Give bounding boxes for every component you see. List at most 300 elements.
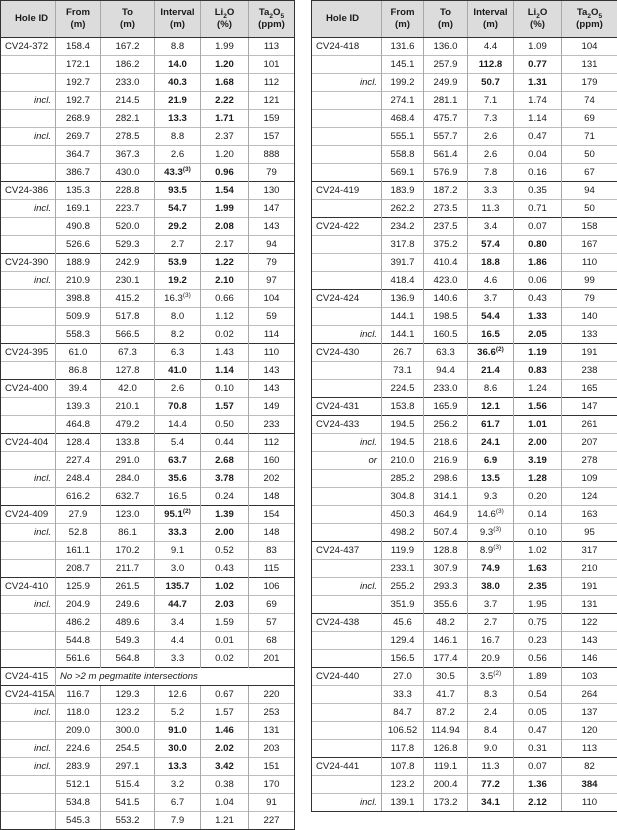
cell-li2o: 1.19 — [514, 344, 562, 362]
cell-to: 187.2 — [424, 182, 468, 200]
interval-value: 14.0 — [168, 59, 187, 70]
qualifier: incl. — [5, 200, 51, 217]
cell-ta2o5: 69 — [249, 596, 295, 614]
hole-id: CV24-390 — [5, 257, 48, 268]
cell-li2o: 1.24 — [514, 380, 562, 398]
cell-from: 27.9 — [56, 506, 101, 524]
table-row — [312, 614, 617, 632]
cell-interval — [155, 110, 201, 128]
cell-to: 160.5 — [424, 326, 468, 344]
table-row — [1, 488, 295, 506]
interval-value: 3.0 — [171, 563, 184, 574]
interval-value: 3.7 — [484, 293, 497, 304]
cell-ta2o5: 165 — [562, 380, 617, 398]
cell-li2o: 0.14 — [514, 506, 562, 524]
cell-hole-id — [312, 290, 382, 308]
li2o-text-b: O — [227, 7, 234, 18]
table-row — [1, 650, 295, 668]
cell-interval — [468, 488, 514, 506]
cell-li2o: 1.86 — [514, 254, 562, 272]
cell-li2o: 0.01 — [201, 632, 249, 650]
cell-interval — [155, 398, 201, 416]
cell-hole-id — [312, 470, 382, 488]
cell-interval — [468, 200, 514, 218]
cell-ta2o5: 69 — [562, 110, 617, 128]
interval-value: 9.0 — [484, 743, 497, 754]
cell-hole-id — [1, 758, 56, 776]
header-to-unit: (m) — [120, 19, 135, 30]
table-row — [1, 452, 295, 470]
cell-ta2o5: 59 — [249, 308, 295, 326]
footnote-ref: (3) — [183, 292, 191, 299]
cell-interval — [468, 254, 514, 272]
cell-to: 140.6 — [424, 290, 468, 308]
interval-value: 29.2 — [168, 221, 187, 232]
cell-from: 194.5 — [382, 416, 424, 434]
cell-hole-id — [1, 164, 56, 182]
cell-hole-id — [312, 650, 382, 668]
interval-value: 8.8 — [171, 131, 184, 142]
cell-li2o: 0.47 — [514, 128, 562, 146]
hole-id: CV24-438 — [316, 617, 359, 628]
qualifier: incl. — [5, 128, 51, 145]
table-row — [312, 290, 617, 308]
interval-value: 30.0 — [168, 743, 187, 754]
hole-id: CV24-372 — [5, 41, 48, 52]
table-row — [1, 578, 295, 596]
interval-value: 13.3 — [168, 113, 187, 124]
hole-id: CV24-410 — [5, 581, 48, 592]
cell-from: 285.2 — [382, 470, 424, 488]
interval-value: 7.3 — [484, 113, 497, 124]
cell-ta2o5: 82 — [562, 758, 617, 776]
cell-to: 423.0 — [424, 272, 468, 290]
cell-interval — [155, 686, 201, 704]
cell-to: 123.2 — [101, 704, 155, 722]
cell-ta2o5: 104 — [562, 38, 617, 56]
cell-li2o: 0.35 — [514, 182, 562, 200]
cell-hole-id — [1, 668, 56, 686]
cell-interval — [155, 326, 201, 344]
hole-id: CV24-386 — [5, 185, 48, 196]
table-row — [312, 272, 617, 290]
table-row — [1, 596, 295, 614]
cell-to: 249.6 — [101, 596, 155, 614]
cell-interval — [155, 146, 201, 164]
interval-value: 4.4 — [171, 635, 184, 646]
cell-interval — [468, 434, 514, 452]
cell-hole-id — [312, 488, 382, 506]
cell-li2o: 1.01 — [514, 416, 562, 434]
table-row — [1, 308, 295, 326]
cell-from: 233.1 — [382, 560, 424, 578]
hole-id: CV24-437 — [316, 545, 359, 556]
cell-interval — [468, 758, 514, 776]
table-row — [312, 776, 617, 794]
cell-li2o: 0.31 — [514, 740, 562, 758]
cell-from: 204.9 — [56, 596, 101, 614]
cell-ta2o5: 57 — [249, 614, 295, 632]
header-interval-unit: (m) — [483, 19, 498, 30]
cell-from: 188.9 — [56, 254, 101, 272]
cell-to: 520.0 — [101, 218, 155, 236]
table-row — [312, 344, 617, 362]
interval-value: 12.6 — [168, 689, 187, 700]
interval-value: 8.3 — [484, 689, 497, 700]
cell-ta2o5: 317 — [562, 542, 617, 560]
footnote-ref: (3) — [493, 544, 501, 551]
cell-hole-id — [1, 452, 56, 470]
cell-to: 284.0 — [101, 470, 155, 488]
cell-ta2o5: 170 — [249, 776, 295, 794]
cell-li2o: 1.89 — [514, 668, 562, 686]
cell-to: 210.1 — [101, 398, 155, 416]
table-row — [1, 686, 295, 704]
cell-ta2o5: 146 — [562, 650, 617, 668]
header-from-unit: (m) — [395, 19, 410, 30]
header-to-label: To — [122, 7, 133, 18]
cell-hole-id — [1, 686, 56, 704]
cell-hole-id — [1, 326, 56, 344]
table-row — [1, 56, 295, 74]
cell-interval — [155, 794, 201, 812]
ta2o5-text-a: Ta — [259, 7, 269, 18]
cell-from: 199.2 — [382, 74, 424, 92]
cell-to: 464.9 — [424, 506, 468, 524]
interval-value: 6.7 — [171, 797, 184, 808]
cell-ta2o5: 207 — [562, 434, 617, 452]
cell-interval — [468, 218, 514, 236]
cell-to: 63.3 — [424, 344, 468, 362]
cell-to: 230.1 — [101, 272, 155, 290]
cell-from: 123.2 — [382, 776, 424, 794]
cell-from: 183.9 — [382, 182, 424, 200]
cell-interval — [468, 542, 514, 560]
cell-interval — [468, 560, 514, 578]
hole-id: CV24-419 — [316, 185, 359, 196]
cell-li2o: 0.02 — [201, 650, 249, 668]
cell-li2o: 1.43 — [201, 344, 249, 362]
cell-ta2o5: 94 — [249, 236, 295, 254]
ta2o5-text-a: Ta — [577, 7, 587, 18]
interval-value: 8.9 — [480, 545, 493, 556]
cell-ta2o5: 74 — [562, 92, 617, 110]
footnote-ref: (2) — [183, 508, 191, 515]
cell-li2o: 0.07 — [514, 758, 562, 776]
qualifier: or — [316, 452, 377, 469]
cell-interval — [468, 110, 514, 128]
table-row — [312, 794, 617, 812]
interval-value: 11.3 — [482, 203, 500, 214]
cell-from: 224.6 — [56, 740, 101, 758]
cell-hole-id — [1, 74, 56, 92]
cell-to: 632.7 — [101, 488, 155, 506]
interval-value: 20.9 — [481, 653, 500, 664]
interval-value: 21.9 — [168, 95, 187, 106]
cell-ta2o5: 233 — [249, 416, 295, 434]
cell-from: 117.8 — [382, 740, 424, 758]
cell-interval — [468, 794, 514, 812]
table-row — [1, 614, 295, 632]
cell-from: 192.7 — [56, 74, 101, 92]
cell-li2o: 0.24 — [201, 488, 249, 506]
cell-from: 27.0 — [382, 668, 424, 686]
cell-from: 156.5 — [382, 650, 424, 668]
cell-ta2o5: 133 — [562, 326, 617, 344]
cell-from: 129.4 — [382, 632, 424, 650]
cell-from: 194.5 — [382, 434, 424, 452]
cell-hole-id — [1, 524, 56, 542]
cell-ta2o5: 147 — [249, 200, 295, 218]
cell-from: 192.7 — [56, 92, 101, 110]
table-row — [312, 758, 617, 776]
note-cell: No >2 m pegmatite intersections — [56, 668, 295, 686]
cell-from: 118.0 — [56, 704, 101, 722]
interval-value: 34.1 — [481, 797, 500, 808]
header-to — [424, 1, 468, 38]
table-row — [312, 326, 617, 344]
interval-value: 5.4 — [171, 437, 184, 448]
cell-from: 317.8 — [382, 236, 424, 254]
cell-interval — [155, 92, 201, 110]
cell-from: 227.4 — [56, 452, 101, 470]
cell-from: 490.8 — [56, 218, 101, 236]
table-row — [1, 668, 295, 686]
li2o-sub: 2 — [223, 13, 227, 20]
interval-value: 13.3 — [168, 761, 187, 772]
table-row — [312, 74, 617, 92]
header-from — [56, 1, 101, 38]
cell-hole-id — [1, 722, 56, 740]
cell-ta2o5: 112 — [249, 434, 295, 452]
interval-value: 2.6 — [484, 149, 497, 160]
ta2o5-text-b: O — [273, 7, 280, 18]
cell-from: 139.3 — [56, 398, 101, 416]
cell-to: 170.2 — [101, 542, 155, 560]
cell-li2o: 1.28 — [514, 470, 562, 488]
table-row — [312, 380, 617, 398]
interval-value: 8.8 — [171, 41, 184, 52]
cell-from: 210.9 — [56, 272, 101, 290]
interval-value: 135.7 — [165, 581, 189, 592]
table-row — [1, 398, 295, 416]
interval-value: 16.5 — [481, 329, 500, 340]
cell-interval — [155, 542, 201, 560]
cell-interval — [155, 236, 201, 254]
table-row — [1, 416, 295, 434]
cell-li2o: 1.14 — [201, 362, 249, 380]
cell-li2o: 2.05 — [514, 326, 562, 344]
cell-ta2o5: 167 — [562, 236, 617, 254]
cell-interval — [468, 380, 514, 398]
cell-hole-id — [1, 128, 56, 146]
interval-value: 6.9 — [484, 455, 497, 466]
cell-hole-id — [312, 218, 382, 236]
cell-ta2o5: 106 — [249, 578, 295, 596]
cell-interval — [468, 524, 514, 542]
interval-value: 6.3 — [171, 347, 184, 358]
cell-ta2o5: 143 — [249, 362, 295, 380]
cell-interval — [155, 254, 201, 272]
cell-from: 398.8 — [56, 290, 101, 308]
cell-to: 87.2 — [424, 704, 468, 722]
cell-to: 218.6 — [424, 434, 468, 452]
cell-from: 534.8 — [56, 794, 101, 812]
interval-value: 44.7 — [168, 599, 187, 610]
header-interval-label: Interval — [473, 7, 507, 18]
cell-ta2o5: 79 — [249, 164, 295, 182]
cell-from: 558.3 — [56, 326, 101, 344]
interval-value: 8.2 — [171, 329, 184, 340]
cell-from: 61.0 — [56, 344, 101, 362]
cell-to: 355.6 — [424, 596, 468, 614]
table-row — [312, 362, 617, 380]
cell-to: 293.3 — [424, 578, 468, 596]
hole-id: CV24-431 — [316, 401, 359, 412]
cell-li2o: 1.57 — [201, 398, 249, 416]
interval-value: 8.4 — [484, 725, 497, 736]
cell-ta2o5: 143 — [562, 632, 617, 650]
cell-from: 545.3 — [56, 812, 101, 830]
table-row — [1, 776, 295, 794]
cell-ta2o5: 261 — [562, 416, 617, 434]
cell-from: 144.1 — [382, 326, 424, 344]
interval-value: 63.7 — [168, 455, 187, 466]
cell-interval — [468, 416, 514, 434]
table-row — [312, 38, 617, 56]
cell-hole-id — [1, 146, 56, 164]
li2o-text-a: Li — [528, 7, 537, 18]
table-row — [312, 416, 617, 434]
cell-to: 200.4 — [424, 776, 468, 794]
table-row — [312, 308, 617, 326]
interval-value: 3.2 — [171, 779, 184, 790]
cell-ta2o5: 110 — [562, 794, 617, 812]
table-header — [1, 1, 295, 38]
cell-hole-id — [312, 776, 382, 794]
cell-from: 84.7 — [382, 704, 424, 722]
table-row — [312, 182, 617, 200]
cell-li2o: 1.59 — [201, 614, 249, 632]
cell-ta2o5: 97 — [249, 272, 295, 290]
cell-ta2o5: 210 — [562, 560, 617, 578]
cell-ta2o5: 201 — [249, 650, 295, 668]
cell-hole-id — [312, 398, 382, 416]
interval-value: 4.6 — [484, 275, 497, 286]
header-to-unit: (m) — [438, 19, 453, 30]
cell-hole-id — [312, 434, 382, 452]
cell-from: 145.1 — [382, 56, 424, 74]
cell-ta2o5: 143 — [249, 380, 295, 398]
cell-to: 198.5 — [424, 308, 468, 326]
cell-to: 249.9 — [424, 74, 468, 92]
cell-ta2o5: 253 — [249, 704, 295, 722]
cell-ta2o5: 94 — [562, 182, 617, 200]
cell-hole-id — [1, 272, 56, 290]
cell-to: 67.3 — [101, 344, 155, 362]
cell-ta2o5: 112 — [249, 74, 295, 92]
cell-ta2o5: 115 — [249, 560, 295, 578]
cell-to: 242.9 — [101, 254, 155, 272]
interval-value: 7.9 — [171, 815, 184, 826]
cell-ta2o5: 278 — [562, 452, 617, 470]
cell-from: 128.4 — [56, 434, 101, 452]
hole-id: CV24-395 — [5, 347, 48, 358]
cell-hole-id — [312, 56, 382, 74]
cell-hole-id — [1, 506, 56, 524]
cell-to: 133.8 — [101, 434, 155, 452]
table-row — [312, 542, 617, 560]
cell-to: 254.5 — [101, 740, 155, 758]
table-row — [312, 740, 617, 758]
cell-to: 300.0 — [101, 722, 155, 740]
li2o-text-a: Li — [215, 7, 224, 18]
interval-value: 57.4 — [481, 239, 500, 250]
cell-to: 282.1 — [101, 110, 155, 128]
cell-to: 475.7 — [424, 110, 468, 128]
cell-interval — [155, 632, 201, 650]
cell-to: 576.9 — [424, 164, 468, 182]
cell-to: 367.3 — [101, 146, 155, 164]
cell-to: 30.5 — [424, 668, 468, 686]
cell-li2o: 0.75 — [514, 614, 562, 632]
cell-hole-id — [312, 362, 382, 380]
cell-to: 291.0 — [101, 452, 155, 470]
cell-li2o: 0.52 — [201, 542, 249, 560]
hole-id: CV24-424 — [316, 293, 359, 304]
ta2o5-unit: (ppm) — [258, 19, 285, 30]
cell-interval — [468, 776, 514, 794]
interval-value: 61.7 — [481, 419, 500, 430]
cell-to: 517.8 — [101, 308, 155, 326]
cell-li2o: 0.38 — [201, 776, 249, 794]
cell-hole-id — [312, 236, 382, 254]
cell-interval — [155, 164, 201, 182]
cell-to: 553.2 — [101, 812, 155, 830]
qualifier: incl. — [316, 74, 377, 91]
cell-ta2o5: 121 — [249, 92, 295, 110]
cell-li2o: 2.03 — [201, 596, 249, 614]
header-interval-label: Interval — [160, 7, 194, 18]
cell-interval — [155, 758, 201, 776]
cell-to: 415.2 — [101, 290, 155, 308]
cell-hole-id — [312, 254, 382, 272]
cell-ta2o5: 79 — [249, 254, 295, 272]
table-row — [312, 128, 617, 146]
table-header — [312, 1, 617, 38]
cell-li2o: 2.37 — [201, 128, 249, 146]
cell-li2o: 0.43 — [201, 560, 249, 578]
cell-from: 209.0 — [56, 722, 101, 740]
cell-li2o: 1.95 — [514, 596, 562, 614]
cell-to: 167.2 — [101, 38, 155, 56]
cell-li2o: 0.23 — [514, 632, 562, 650]
cell-li2o: 0.20 — [514, 488, 562, 506]
table-row — [1, 272, 295, 290]
hole-id: CV24-415 — [5, 671, 48, 682]
interval-value: 2.7 — [171, 239, 184, 250]
cell-from: 210.0 — [382, 452, 424, 470]
interval-value: 7.1 — [484, 95, 497, 106]
cell-li2o: 2.68 — [201, 452, 249, 470]
cell-interval — [468, 326, 514, 344]
table-row — [1, 794, 295, 812]
table-row — [1, 74, 295, 92]
cell-hole-id — [1, 308, 56, 326]
cell-from: 125.9 — [56, 578, 101, 596]
cell-interval — [155, 596, 201, 614]
cell-hole-id — [1, 218, 56, 236]
